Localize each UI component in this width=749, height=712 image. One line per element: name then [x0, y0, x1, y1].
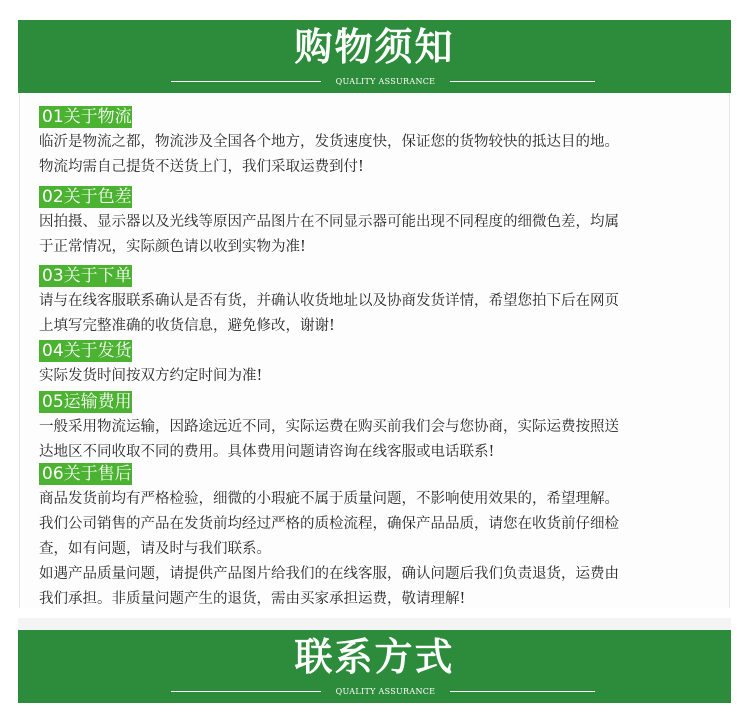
- section-spacer: [18, 618, 731, 630]
- section-text-shipping: [39, 364, 679, 389]
- header-subtitle: QUALITY ASSURANCE: [335, 77, 436, 86]
- section-label-after-sales: 06关于售后: [39, 463, 132, 485]
- text-line: 临沂是物流之都，物流涉及全国各个地方，发货速度快，保证您的货物较快的抵达目的地。: [39, 134, 619, 150]
- text-line: 查，如有问题，请及时与我们联系。: [39, 541, 271, 557]
- section-label-ordering: 03关于下单: [39, 265, 132, 287]
- text-line: 因拍摄、显示器以及光线等原因产品图片在不同显示器可能出现不同程度的细微色差，均属: [39, 214, 619, 230]
- subtitle-divider-left: [171, 691, 321, 692]
- footer-subtitle: QUALITY ASSURANCE: [335, 687, 436, 696]
- subtitle-divider-left: [171, 81, 321, 82]
- text-line: 请与在线客服联系确认是否有货，并确认收货地址以及协商发货详情，希望您拍下后在网页: [39, 293, 619, 309]
- text-line: 于正常情况，实际颜色请以收到实物为准!: [39, 239, 306, 255]
- text-line: 商品发货前均有严格检验，细微的小瑕疵不属于质量问题，不影响使用效果的，希望理解。: [39, 491, 619, 507]
- contact-title: 联系方式: [294, 635, 455, 679]
- subtitle-divider-right: [450, 81, 595, 82]
- footer-subtitle-row: [18, 685, 731, 699]
- section-text-after-sales: [39, 487, 679, 612]
- page-title: 购物须知: [294, 25, 455, 69]
- notice-content: [19, 93, 730, 608]
- text-line: 我们承担。非质量问题产生的退货，需由买家承担运费，敬请理解!: [39, 591, 466, 607]
- text-line: 上填写完整准确的收货信息，避免修改，谢谢!: [39, 318, 335, 334]
- text-line: 达地区不同收取不同的费用。具体费用问题请咨询在线客服或电话联系!: [39, 444, 495, 460]
- text-line: 实际发货时间按双方约定时间为准!: [39, 368, 263, 384]
- header-subtitle-row: [18, 75, 731, 89]
- text-line: 一般采用物流运输，因路途远近不同，实际运费在购买前我们会与您协商，实际运费按照送: [39, 419, 619, 435]
- section-label-freight-cost: 05运输费用: [39, 391, 132, 413]
- section-text-logistics: [39, 130, 679, 180]
- subtitle-divider-right: [450, 691, 595, 692]
- section-text-color-difference: [39, 210, 679, 260]
- section-label-shipping: 04关于发货: [39, 340, 132, 362]
- section-label-logistics: 01关于物流: [39, 106, 132, 128]
- section-text-ordering: [39, 289, 679, 339]
- header-banner: [18, 20, 731, 93]
- section-text-freight-cost: [39, 415, 679, 465]
- text-line: 物流均需自己提货不送货上门，我们采取运费到付!: [39, 159, 364, 175]
- section-label-color-difference: 02关于色差: [39, 186, 132, 208]
- text-line: 我们公司销售的产品在发货前均经过严格的质检流程，确保产品品质，请您在收货前仔细检: [39, 516, 619, 532]
- footer-banner: [18, 630, 731, 703]
- text-line: 如遇产品质量问题，请提供产品图片给我们的在线客服，确认问题后我们负责退货，运费由: [39, 566, 619, 582]
